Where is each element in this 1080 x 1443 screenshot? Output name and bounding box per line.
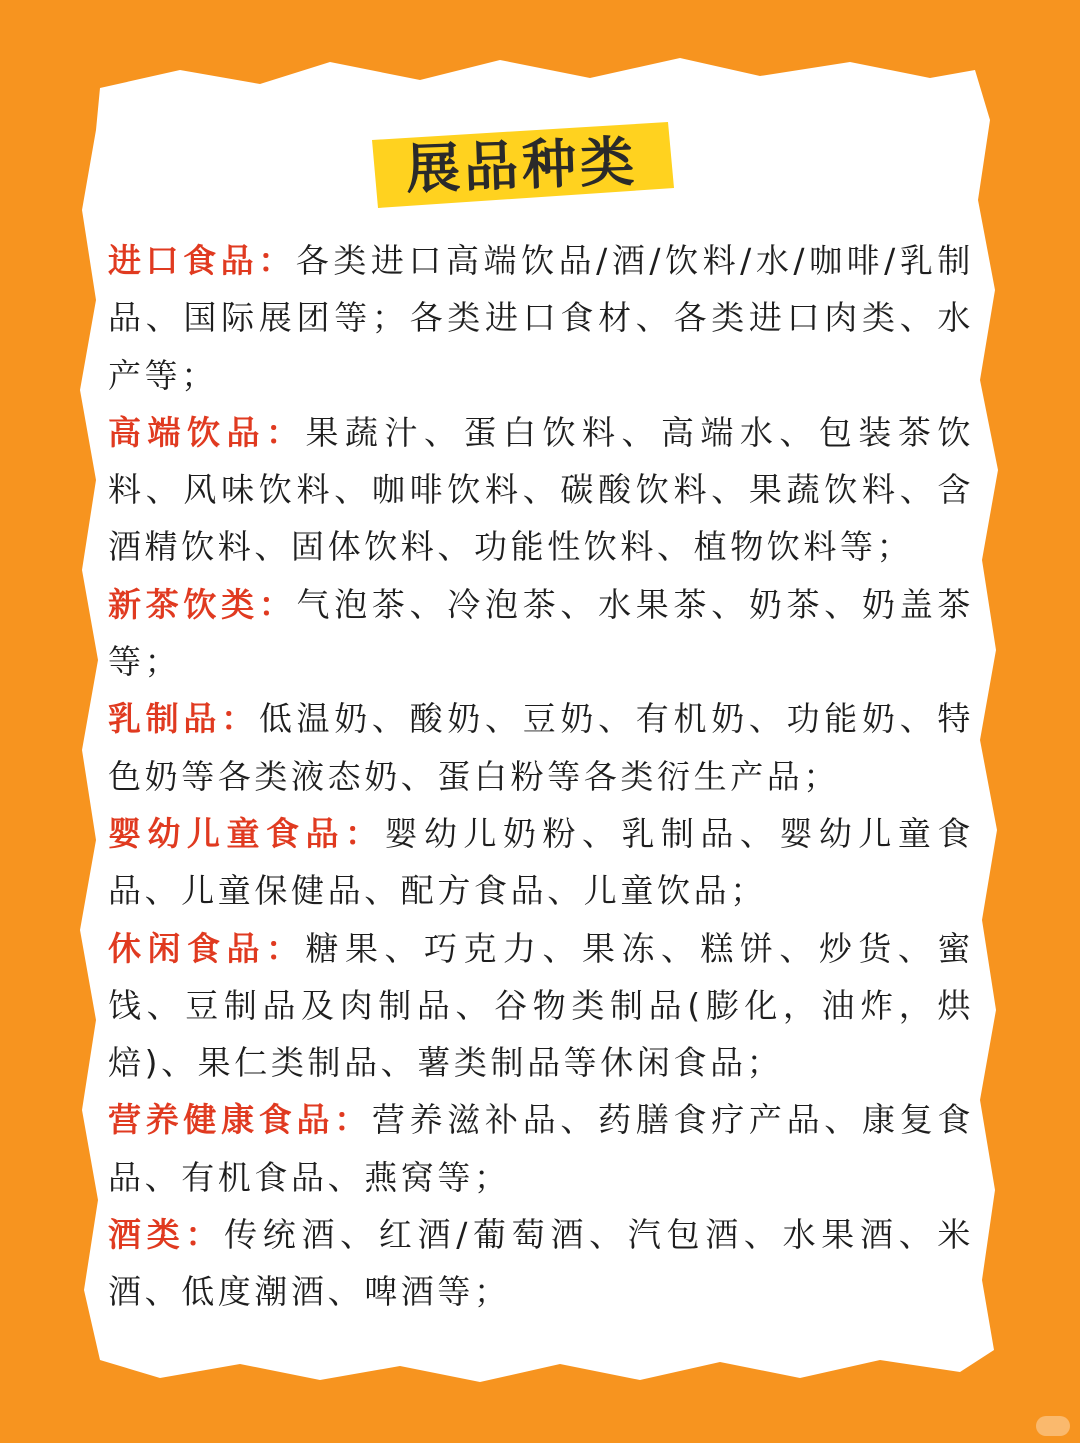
category-label: 进口食品： [108,241,296,280]
category-imported-food [108,232,974,404]
category-snacks [108,920,974,1092]
category-list [108,232,974,1321]
category-label: 营养健康食品： [108,1100,372,1140]
page-title: 展品种类 [405,129,640,202]
category-text: 各类进口高端饮品/酒/饮料/水/咖啡/乳制品、国际展团等；各类进口食材、各类进口肉类、水产等； [108,241,974,395]
category-alcohol [108,1206,974,1321]
category-premium-drinks [108,404,974,576]
category-text: 婴幼儿奶粉、乳制品、婴幼儿童食品、儿童保健品、配方食品、儿童饮品； [108,813,974,911]
category-text: 营养滋补品、药膳食疗产品、康复食品、有机食品、燕窝等； [108,1100,974,1197]
category-label: 酒类： [108,1215,225,1255]
category-label: 婴幼儿童食品： [108,813,385,853]
category-text: 气泡茶、冷泡茶、水果茶、奶茶、奶盖茶等； [108,584,974,682]
category-label: 乳制品： [108,699,259,739]
category-dairy [108,690,974,805]
category-label: 休闲食品： [108,928,306,968]
category-text: 传统酒、红酒/葡萄酒、汽包酒、水果酒、米酒、低度潮酒、啤酒等； [108,1215,974,1312]
watermark-badge [1036,1416,1070,1436]
category-health-food [108,1091,974,1206]
category-text: 低温奶、酸奶、豆奶、有机奶、功能奶、特色奶等各类液态奶、蛋白粉等各类衍生产品； [108,699,975,796]
category-label: 高端饮品： [108,412,306,452]
category-new-tea [108,576,974,691]
category-label: 新茶饮类： [108,584,297,624]
category-infant-food [108,805,974,920]
category-text: 果蔬汁、蛋白饮料、高端水、包装茶饮料、风味饮料、咖啡饮料、碳酸饮料、果蔬饮料、含酒精饮料、固体饮料、功能性饮料、植物饮料等； [108,412,975,567]
category-text: 糖果、巧克力、果冻、糕饼、炒货、蜜饯、豆制品及肉制品、谷物类制品(膨化，油炸，烘焙)、果仁类制品、薯类制品等休闲食品； [108,928,975,1083]
title-block [368,118,676,210]
